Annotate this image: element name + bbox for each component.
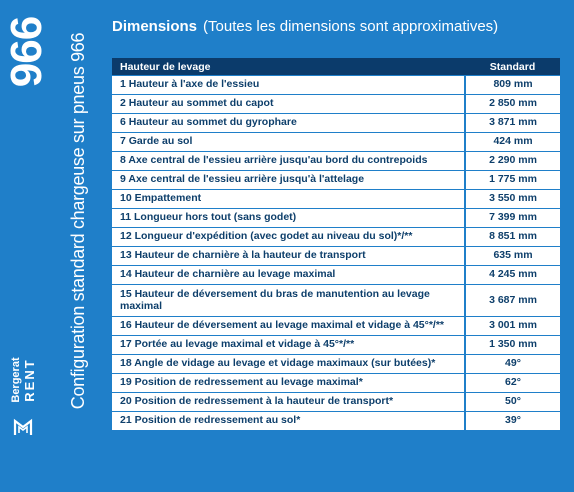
column-header-value: Standard bbox=[465, 58, 560, 76]
row-value: 2 850 mm bbox=[465, 95, 560, 114]
brand-rent: RENT bbox=[21, 358, 37, 402]
row-label: 1 Hauteur à l'axe de l'essieu bbox=[112, 76, 465, 95]
row-value: 3 550 mm bbox=[465, 190, 560, 209]
bergerat-logo-icon bbox=[12, 416, 34, 438]
model-number: 966 bbox=[2, 16, 52, 88]
table-row bbox=[112, 114, 560, 133]
table-header-row bbox=[112, 58, 560, 76]
table-row bbox=[112, 285, 560, 317]
row-value: 1 775 mm bbox=[465, 171, 560, 190]
row-value: 424 mm bbox=[465, 133, 560, 152]
row-label: 14 Hauteur de charnière au levage maximal bbox=[112, 266, 465, 285]
dimensions-section bbox=[112, 18, 560, 427]
row-value: 2 290 mm bbox=[465, 152, 560, 171]
table-row bbox=[112, 336, 560, 355]
row-label: 18 Angle de vidage au levage et vidage maximaux (sur butées)* bbox=[112, 355, 465, 374]
row-value: 3 687 mm bbox=[465, 285, 560, 317]
row-value: 8 851 mm bbox=[465, 228, 560, 247]
row-label: 9 Axe central de l'essieu arrière jusqu'à l'attelage bbox=[112, 171, 465, 190]
table-row bbox=[112, 190, 560, 209]
table-row bbox=[112, 76, 560, 95]
row-value: 809 mm bbox=[465, 76, 560, 95]
section-heading bbox=[112, 18, 560, 42]
section-title: Dimensions bbox=[112, 18, 198, 35]
row-label: 8 Axe central de l'essieu arrière jusqu'au bord du contrepoids bbox=[112, 152, 465, 171]
row-label: 7 Garde au sol bbox=[112, 133, 465, 152]
table-row bbox=[112, 152, 560, 171]
table-row bbox=[112, 317, 560, 336]
table-row bbox=[112, 95, 560, 114]
row-label: 19 Position de redressement au levage maximal* bbox=[112, 374, 465, 393]
row-value: 635 mm bbox=[465, 247, 560, 266]
table-row bbox=[112, 171, 560, 190]
table-row bbox=[112, 374, 560, 393]
row-label: 21 Position de redressement au sol* bbox=[112, 412, 465, 431]
row-label: 12 Longueur d'expédition (avec godet au niveau du sol)*/** bbox=[112, 228, 465, 247]
table-row bbox=[112, 393, 560, 412]
row-label: 11 Longueur hors tout (sans godet) bbox=[112, 209, 465, 228]
row-value: 50° bbox=[465, 393, 560, 412]
table-row bbox=[112, 266, 560, 285]
table-row bbox=[112, 209, 560, 228]
row-value: 7 399 mm bbox=[465, 209, 560, 228]
row-label: 13 Hauteur de charnière à la hauteur de transport bbox=[112, 247, 465, 266]
brand-name: Bergerat bbox=[10, 357, 23, 403]
column-header-label: Hauteur de levage bbox=[112, 58, 465, 76]
brand-logo bbox=[4, 324, 44, 444]
row-label: 6 Hauteur au sommet du gyrophare bbox=[112, 114, 465, 133]
row-value: 62° bbox=[465, 374, 560, 393]
row-value: 39° bbox=[465, 412, 560, 431]
row-label: 16 Hauteur de déversement au levage maximal et vidage à 45°*/** bbox=[112, 317, 465, 336]
dimensions-table bbox=[112, 58, 560, 430]
row-label: 10 Empattement bbox=[112, 190, 465, 209]
row-label: 17 Portée au levage maximal et vidage à 45°*/** bbox=[112, 336, 465, 355]
row-value: 1 350 mm bbox=[465, 336, 560, 355]
section-note: (Toutes les dimensions sont approximatives) bbox=[203, 18, 499, 35]
row-label: 15 Hauteur de déversement du bras de manutention au levage maximal bbox=[112, 285, 465, 317]
table-row bbox=[112, 133, 560, 152]
table-row bbox=[112, 247, 560, 266]
row-label: 20 Position de redressement à la hauteur de transport* bbox=[112, 393, 465, 412]
row-value: 3 871 mm bbox=[465, 114, 560, 133]
row-label: 2 Hauteur au sommet du capot bbox=[112, 95, 465, 114]
table-row bbox=[112, 228, 560, 247]
sidebar bbox=[0, 0, 104, 492]
table-row bbox=[112, 355, 560, 374]
vertical-subtitle: Configuration standard chargeuse sur pneus 966 bbox=[68, 32, 88, 410]
row-value: 3 001 mm bbox=[465, 317, 560, 336]
table-row bbox=[112, 412, 560, 431]
row-value: 49° bbox=[465, 355, 560, 374]
row-value: 4 245 mm bbox=[465, 266, 560, 285]
